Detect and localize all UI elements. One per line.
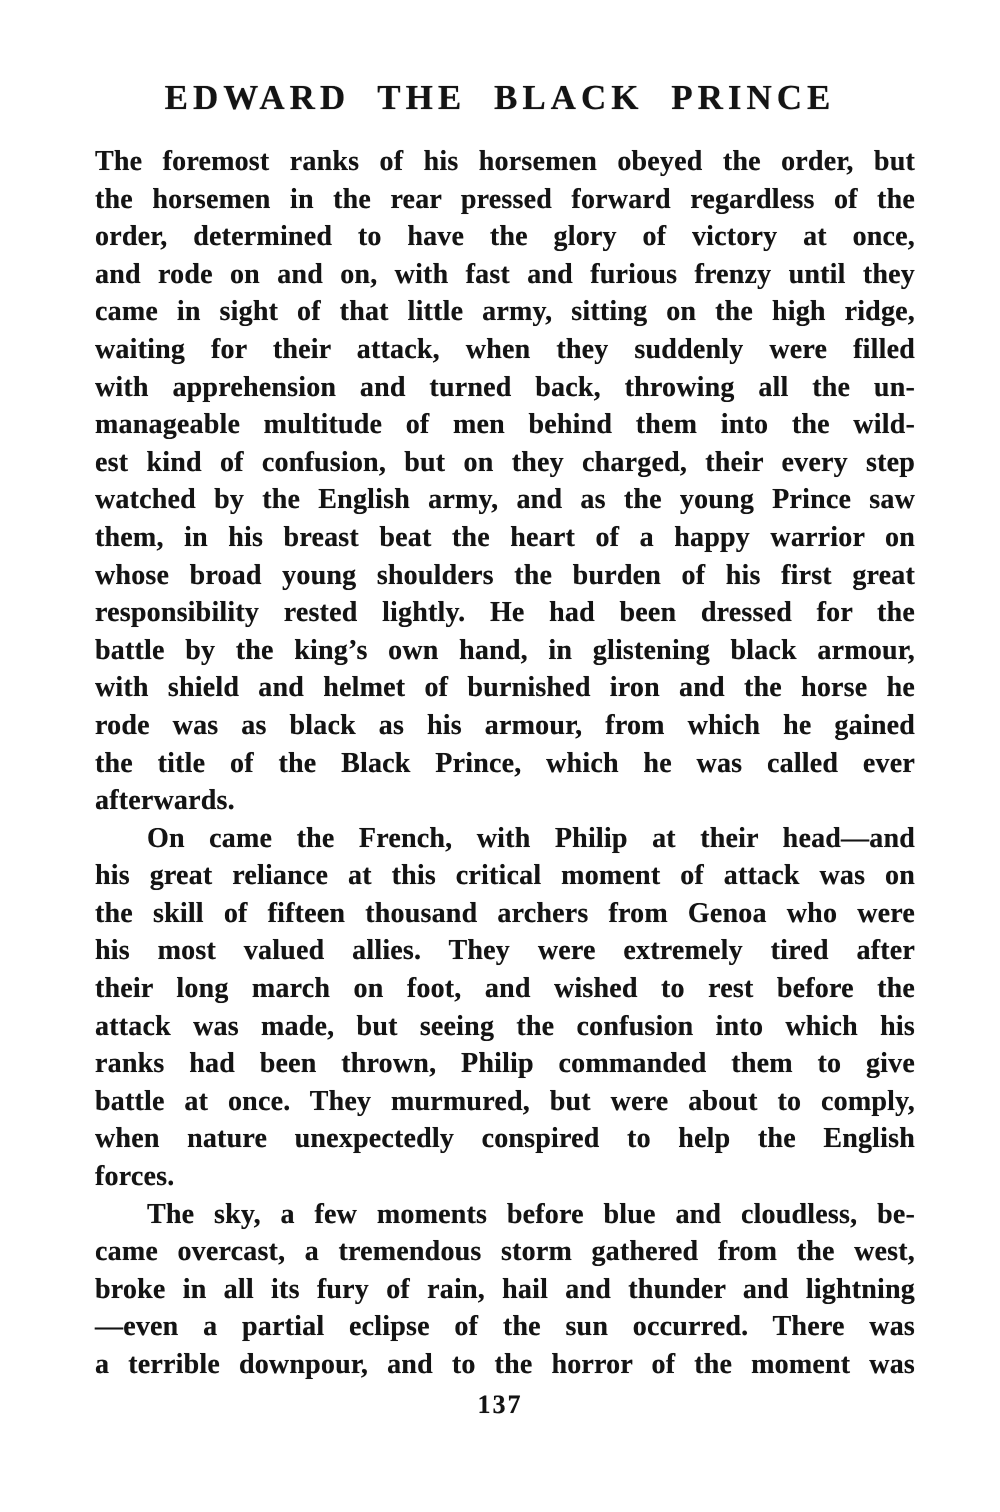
text-line: responsibility rested lightly. He had been dressed for the — [95, 597, 915, 629]
text-line: est kind of confusion, but on they charged, their every step — [95, 446, 915, 478]
text-line: the skill of fifteen thousand archers from Genoa who were — [95, 897, 915, 929]
text-line: came overcast, a tremendous storm gathered from the west, — [95, 1236, 915, 1268]
text-line: —even a partial eclipse of the sun occurred. There was — [95, 1311, 915, 1343]
text-line: On came the French, with Philip at their head—and — [147, 822, 915, 854]
paragraph — [95, 820, 915, 1196]
text-line: order, determined to have the glory of victory at once, — [95, 221, 915, 253]
text-line: battle at once. They murmured, but were about to comply, — [95, 1085, 915, 1117]
page-header: EDWARD THE BLACK PRINCE — [164, 78, 836, 117]
text-line: watched by the English army, and as the young Prince saw — [95, 484, 915, 516]
text-line: with shield and helmet of burnished iron and the horse he — [95, 672, 915, 704]
text-line: his great reliance at this critical moment of attack was on — [95, 860, 915, 892]
text-line: The sky, a few moments before blue and cloudless, be- — [147, 1198, 915, 1230]
text-line: waiting for their attack, when they suddenly were filled — [95, 333, 915, 365]
text-line: The foremost ranks of his horsemen obeyed the order, but — [95, 146, 915, 177]
paragraph — [95, 1196, 915, 1384]
text-line: his most valued allies. They were extremely tired after — [95, 935, 915, 967]
text-line: and rode on and on, with fast and furious frenzy until they — [95, 258, 915, 290]
text-line: whose broad young shoulders the burden of his first great — [95, 559, 915, 591]
text-line: them, in his breast beat the heart of a happy warrior on — [95, 521, 915, 553]
text-line: a terrible downpour, and to the horror of the moment was — [95, 1349, 915, 1380]
text-line: attack was made, but seeing the confusion into which his — [95, 1010, 915, 1042]
text-line: forces. — [95, 1161, 175, 1193]
text-line: their long march on foot, and wished to rest before the — [95, 973, 915, 1005]
text-line: afterwards. — [95, 785, 235, 817]
page-number: 137 — [477, 1389, 523, 1419]
text-line: with apprehension and turned back, throwing all the un- — [95, 371, 915, 403]
text-line: broke in all its fury of rain, hail and thunder and lightning — [95, 1273, 915, 1305]
paragraph — [95, 143, 915, 820]
text-line: came in sight of that little army, sitting on the high ridge, — [95, 296, 915, 328]
text-line: ranks had been thrown, Philip commanded them to give — [95, 1048, 915, 1080]
text-line: manageable multitude of men behind them into the wild- — [95, 409, 915, 441]
text-line: rode was as black as his armour, from which he gained — [95, 709, 915, 741]
text-line: when nature unexpectedly conspired to help the English — [95, 1123, 915, 1155]
text-line: the title of the Black Prince, which he was called ever — [95, 747, 915, 779]
text-line: the horsemen in the rear pressed forward regardless of the — [95, 183, 915, 215]
body-text — [0, 115, 1000, 1384]
text-line: battle by the king’s own hand, in glistening black armour, — [95, 634, 915, 666]
